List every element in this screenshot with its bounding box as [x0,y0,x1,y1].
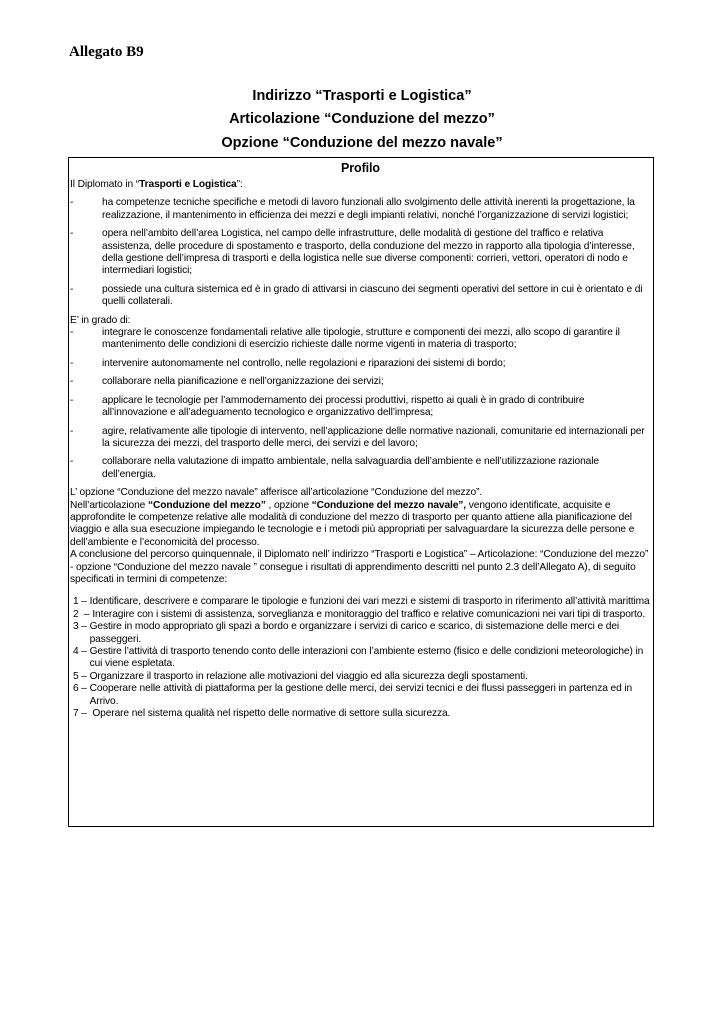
competenza-number: 1 – [73,596,90,608]
bullet-item: - agire, relativamente alle tipologie di intervento, nell’applicazione delle normative nazionali, comunitarie ed internazionali per la sicurezza dei mezzi, del trasporto delle merci, dei servizi e del lavoro; [70,425,645,449]
afferisce-paragraph: L’ opzione “Conduzione del mezzo navale” afferisce all’articolazione “Conduzione del mezzo”. [70,487,483,499]
articolazione-paragraph: Nell’articolazione “Conduzione del mezzo” , opzione “Conduzione del mezzo navale”, vengono identificate, acquisite e approfondite le competenze relative alle modalità di conduzione del mezzo di trasporto per quanto attiene alla pianificazione del viaggio e alla sua esecuzione impiegando le tecnologie e i metodi più appropriati per salvaguardare la sicurezza delle persone e dell’ambiente e l’economicità del processo. [70,499,635,548]
competenza-number: 6 – [73,683,90,695]
bullet-item: - intervenire autonomamente nel controllo, nelle regolazioni e riparazioni dei sistemi di bordo; [70,357,506,369]
competenza-item [70,646,651,671]
competenze-list [70,596,651,720]
intro-line: Il Diplomato in “Trasporti e Logistica”: [70,179,243,190]
competenza-number: 5 – [73,670,90,682]
competenza-text: Identificare, descrivere e comparare le tipologie e funzioni dei vari mezzi e sistemi di trasporto in riferimento all’attività marittima [89,596,650,608]
competenza-item [70,708,651,720]
bullet-item: - applicare le tecnologie per l’ammodernamento dei processi produttivi, rispetto ai quali è in grado di contribuire all’innovazione e all’adeguamento tecnologico e organizzativo dell’impresa; [70,394,585,419]
competenza-text: Operare nel sistema qualità nel rispetto delle normative di settore sulla sicurezza. [92,708,451,720]
conclusione-paragraph: A conclusione del percorso quinquennale, il Diplomato nell’ indirizzo “Trasporti e Logistica” – Articolazione: “Conduzione del mezzo” - opzione “Conduzione del mezzo navale ” consegue i risultati di apprendimento descritti nel punto 2.3 dell’Allegato A), di seguito specificati in termini di competenze: [70,549,649,585]
title-opzione: Opzione “Conduzione del mezzo navale” [221,135,503,151]
bullet-item: - integrare le conoscenze fondamentali relative alle tipologie, strutture e componenti dei mezzi, allo scopo di garantire il mantenimento delle condizioni di esercizio richieste dalle norme vigenti in materia di trasporto; [70,327,620,351]
competenza-text: Interagire con i sistemi di assistenza, sorveglianza e monitoraggio del traffico e relative comunicazioni nei vari tipi di trasporto. [92,608,646,620]
title-articolazione: Articolazione “Conduzione del mezzo” [229,111,495,127]
competenza-item [70,621,651,646]
competenza-item [70,683,651,708]
competenza-number: 7 – [73,708,93,720]
competenza-number: 2 – [73,608,93,620]
profilo-heading: Profilo [341,161,380,175]
in-grado-label: E’ in grado di: [70,314,131,326]
bullet-item: - opera nell’ambito dell’area Logistica, nel campo delle infrastrutture, delle modalità di gestione del traffico e relativa assistenza, delle procedure di spostamento e trasporto, della conduzione del mezzo in rapporto alla tipologia d’interesse, della gestione dell’impresa di trasporti e della logistica nelle sue diverse componenti: corrieri, vettori, operatori di nodo e intermediari logistici; [70,228,635,277]
competenza-number: 3 – [73,621,90,633]
bullet-item: - ha competenze tecniche specifiche e metodi di lavoro funzionali allo svolgimento delle attività inerenti la progettazione, la realizzazione, il mantenimento in efficienza dei mezzi e degli impianti relativi, nonché l’organizzazione di servizi logistici; [70,197,635,221]
competenza-text: Organizzare il trasporto in relazione alle motivazioni del viaggio ed alla sicurezza degli spostamenti. [89,670,528,682]
bullet-item: - collaborare nella pianificazione e nell’organizzazione dei servizi; [70,376,384,388]
bullet-item: - possiede una cultura sistemica ed è in grado di attivarsi in ciascuno dei segmenti operativi del settore in cui è orientato e di quelli collaterali. [70,283,643,308]
bullet-item: - collaborare nella valutazione di impatto ambientale, nella salvaguardia dell’ambiente e nell’utilizzazione razionale dell’energia. [70,456,599,480]
allegato-label: Allegato B9 [69,44,144,60]
competenza-number: 4 – [73,646,90,657]
competenza-text: Cooperare nelle attività di piattaforma per la gestione delle merci, dei servizi tecnici e dei flussi passeggeri in partenza ed in Arrivo. [89,683,633,707]
profilo-box [68,157,654,827]
competenza-item [70,671,651,683]
competenza-text: Gestire l’attività di trasporto tenendo conto delle interazioni con l’ambiente esterno (fisico e delle condizioni meteorologiche) in cui viene espletata. [89,646,644,670]
title-indirizzo: Indirizzo “Trasporti e Logistica” [252,88,472,104]
competenza-item [70,609,651,621]
competenza-text: Gestire in modo appropriato gli spazi a bordo e organizzare i servizi di carico e scarico, di sistemazione delle merci e dei passeggeri. [89,621,620,645]
competenza-item [70,596,651,608]
